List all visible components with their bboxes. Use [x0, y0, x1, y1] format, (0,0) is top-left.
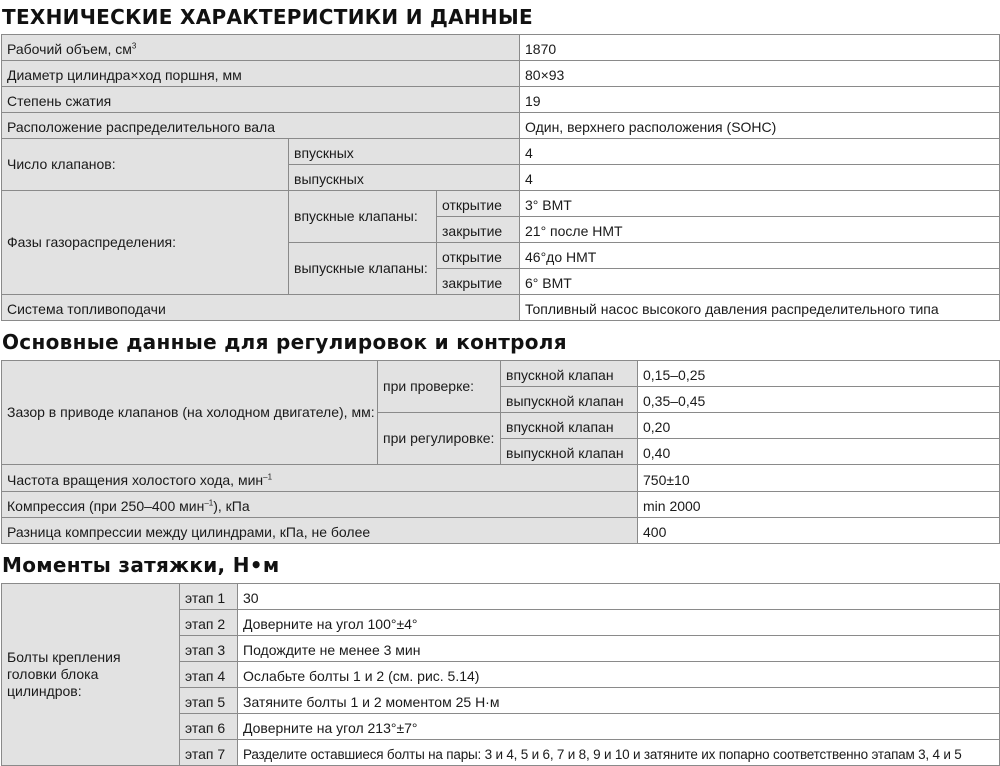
- stage-instruction: Доверните на угол 100°±4°: [238, 610, 1000, 636]
- clearance-check-intake-label: впускной клапан: [501, 361, 638, 387]
- stage-instruction: Ослабьте болты 1 и 2 (см. рис. 5.14): [238, 662, 1000, 688]
- displacement-value: 1870: [520, 35, 1000, 61]
- head-bolts-label: Болты крепления головки блока цилиндров:: [2, 584, 180, 766]
- compression-diff-value: 400: [638, 518, 1000, 544]
- section2-title: Основные данные для регулировок и контроля: [2, 330, 567, 354]
- stage-label: этап 5: [180, 688, 238, 714]
- stage-label: этап 7: [180, 740, 238, 766]
- table-row: [2, 139, 1000, 165]
- timing-intake-close-label: закрытие: [437, 217, 520, 243]
- timing-label: Фазы газораспределения:: [2, 191, 289, 295]
- clearance-label: Зазор в приводе клапанов (на холодном двигателе), мм:: [2, 361, 378, 465]
- timing-intake-open-label: открытие: [437, 191, 520, 217]
- clearance-adjust-intake-label: впускной клапан: [501, 413, 638, 439]
- fuel-system-value: Топливный насос высокого давления распределительного типа: [520, 295, 1000, 321]
- clearance-adjust-exhaust-label: выпускной клапан: [501, 439, 638, 465]
- valves-intake-value: 4: [520, 139, 1000, 165]
- compression-diff-label: Разница компрессии между цилиндрами, кПа, не более: [2, 518, 638, 544]
- stage-label: этап 2: [180, 610, 238, 636]
- torque-table: [1, 583, 1000, 766]
- stage-label: этап 1: [180, 584, 238, 610]
- valves-intake-label: впускных: [289, 139, 520, 165]
- stage-instruction: Затяните болты 1 и 2 моментом 25 Н·м: [238, 688, 1000, 714]
- table-row: [2, 361, 1000, 387]
- compression-label: Компрессия (при 250–400 мин$^{-1}$), кПа: [2, 492, 638, 518]
- valves-exhaust-label: выпускных: [289, 165, 520, 191]
- fuel-system-label: Система топливоподачи: [2, 295, 520, 321]
- table-row: [2, 492, 1000, 518]
- stage-instruction: Подождите не менее 3 мин: [238, 636, 1000, 662]
- compression-value: min 2000: [638, 492, 1000, 518]
- clearance-check-exhaust-value: 0,35–0,45: [638, 387, 1000, 413]
- timing-exhaust-open-label: открытие: [437, 243, 520, 269]
- stage-instruction: Разделите оставшиеся болты на пары: 3 и 4, 5 и 6, 7 и 8, 9 и 10 и затяните их попарно соответственно этапам 3, 4 и 5: [238, 740, 1000, 766]
- clearance-check-label: при проверке:: [378, 361, 501, 413]
- stage-instruction: Доверните на угол 213°±7°: [238, 714, 1000, 740]
- bore-stroke-value: 80×93: [520, 61, 1000, 87]
- timing-intake-label: впускные клапаны:: [289, 191, 437, 243]
- stage-label: этап 3: [180, 636, 238, 662]
- stage-label: этап 6: [180, 714, 238, 740]
- timing-intake-open-value: 3° ВМТ: [520, 191, 1000, 217]
- clearance-adjust-intake-value: 0,20: [638, 413, 1000, 439]
- idle-speed-value: 750±10: [638, 465, 1000, 492]
- table-row: [2, 518, 1000, 544]
- table-row: [2, 35, 1000, 61]
- idle-speed-label: Частота вращения холостого хода, мин$^{-1}$: [2, 465, 638, 492]
- table-row: [2, 584, 1000, 610]
- timing-exhaust-close-label: закрытие: [437, 269, 520, 295]
- stage-instruction: 30: [238, 584, 1000, 610]
- timing-exhaust-open-value: 46°до НМТ: [520, 243, 1000, 269]
- adjustment-table: [1, 360, 1000, 544]
- clearance-adjust-exhaust-value: 0,40: [638, 439, 1000, 465]
- valves-exhaust-value: 4: [520, 165, 1000, 191]
- clearance-adjust-label: при регулировке:: [378, 413, 501, 465]
- table-row: [2, 61, 1000, 87]
- timing-exhaust-close-value: 6° ВМТ: [520, 269, 1000, 295]
- clearance-check-intake-value: 0,15–0,25: [638, 361, 1000, 387]
- specs-table: [1, 34, 1000, 321]
- bore-stroke-label: Диаметр цилиндра×ход поршня, мм: [2, 61, 520, 87]
- section1-title: ТЕХНИЧЕСКИЕ ХАРАКТЕРИСТИКИ И ДАННЫЕ: [2, 5, 533, 29]
- compression-ratio-label: Степень сжатия: [2, 87, 520, 113]
- camshaft-label: Расположение распределительного вала: [2, 113, 520, 139]
- displacement-label: Рабочий объем, $см^3$: [2, 35, 520, 61]
- timing-intake-close-value: 21° после НМТ: [520, 217, 1000, 243]
- valves-label: Число клапанов:: [2, 139, 289, 191]
- stage-label: этап 4: [180, 662, 238, 688]
- table-row: [2, 113, 1000, 139]
- table-row: [2, 87, 1000, 113]
- camshaft-value: Один, верхнего расположения (SOHC): [520, 113, 1000, 139]
- timing-exhaust-label: выпускные клапаны:: [289, 243, 437, 295]
- compression-ratio-value: 19: [520, 87, 1000, 113]
- table-row: [2, 465, 1000, 492]
- table-row: [2, 295, 1000, 321]
- clearance-check-exhaust-label: выпускной клапан: [501, 387, 638, 413]
- table-row: [2, 191, 1000, 217]
- section3-title: Моменты затяжки, Н•м: [2, 553, 280, 577]
